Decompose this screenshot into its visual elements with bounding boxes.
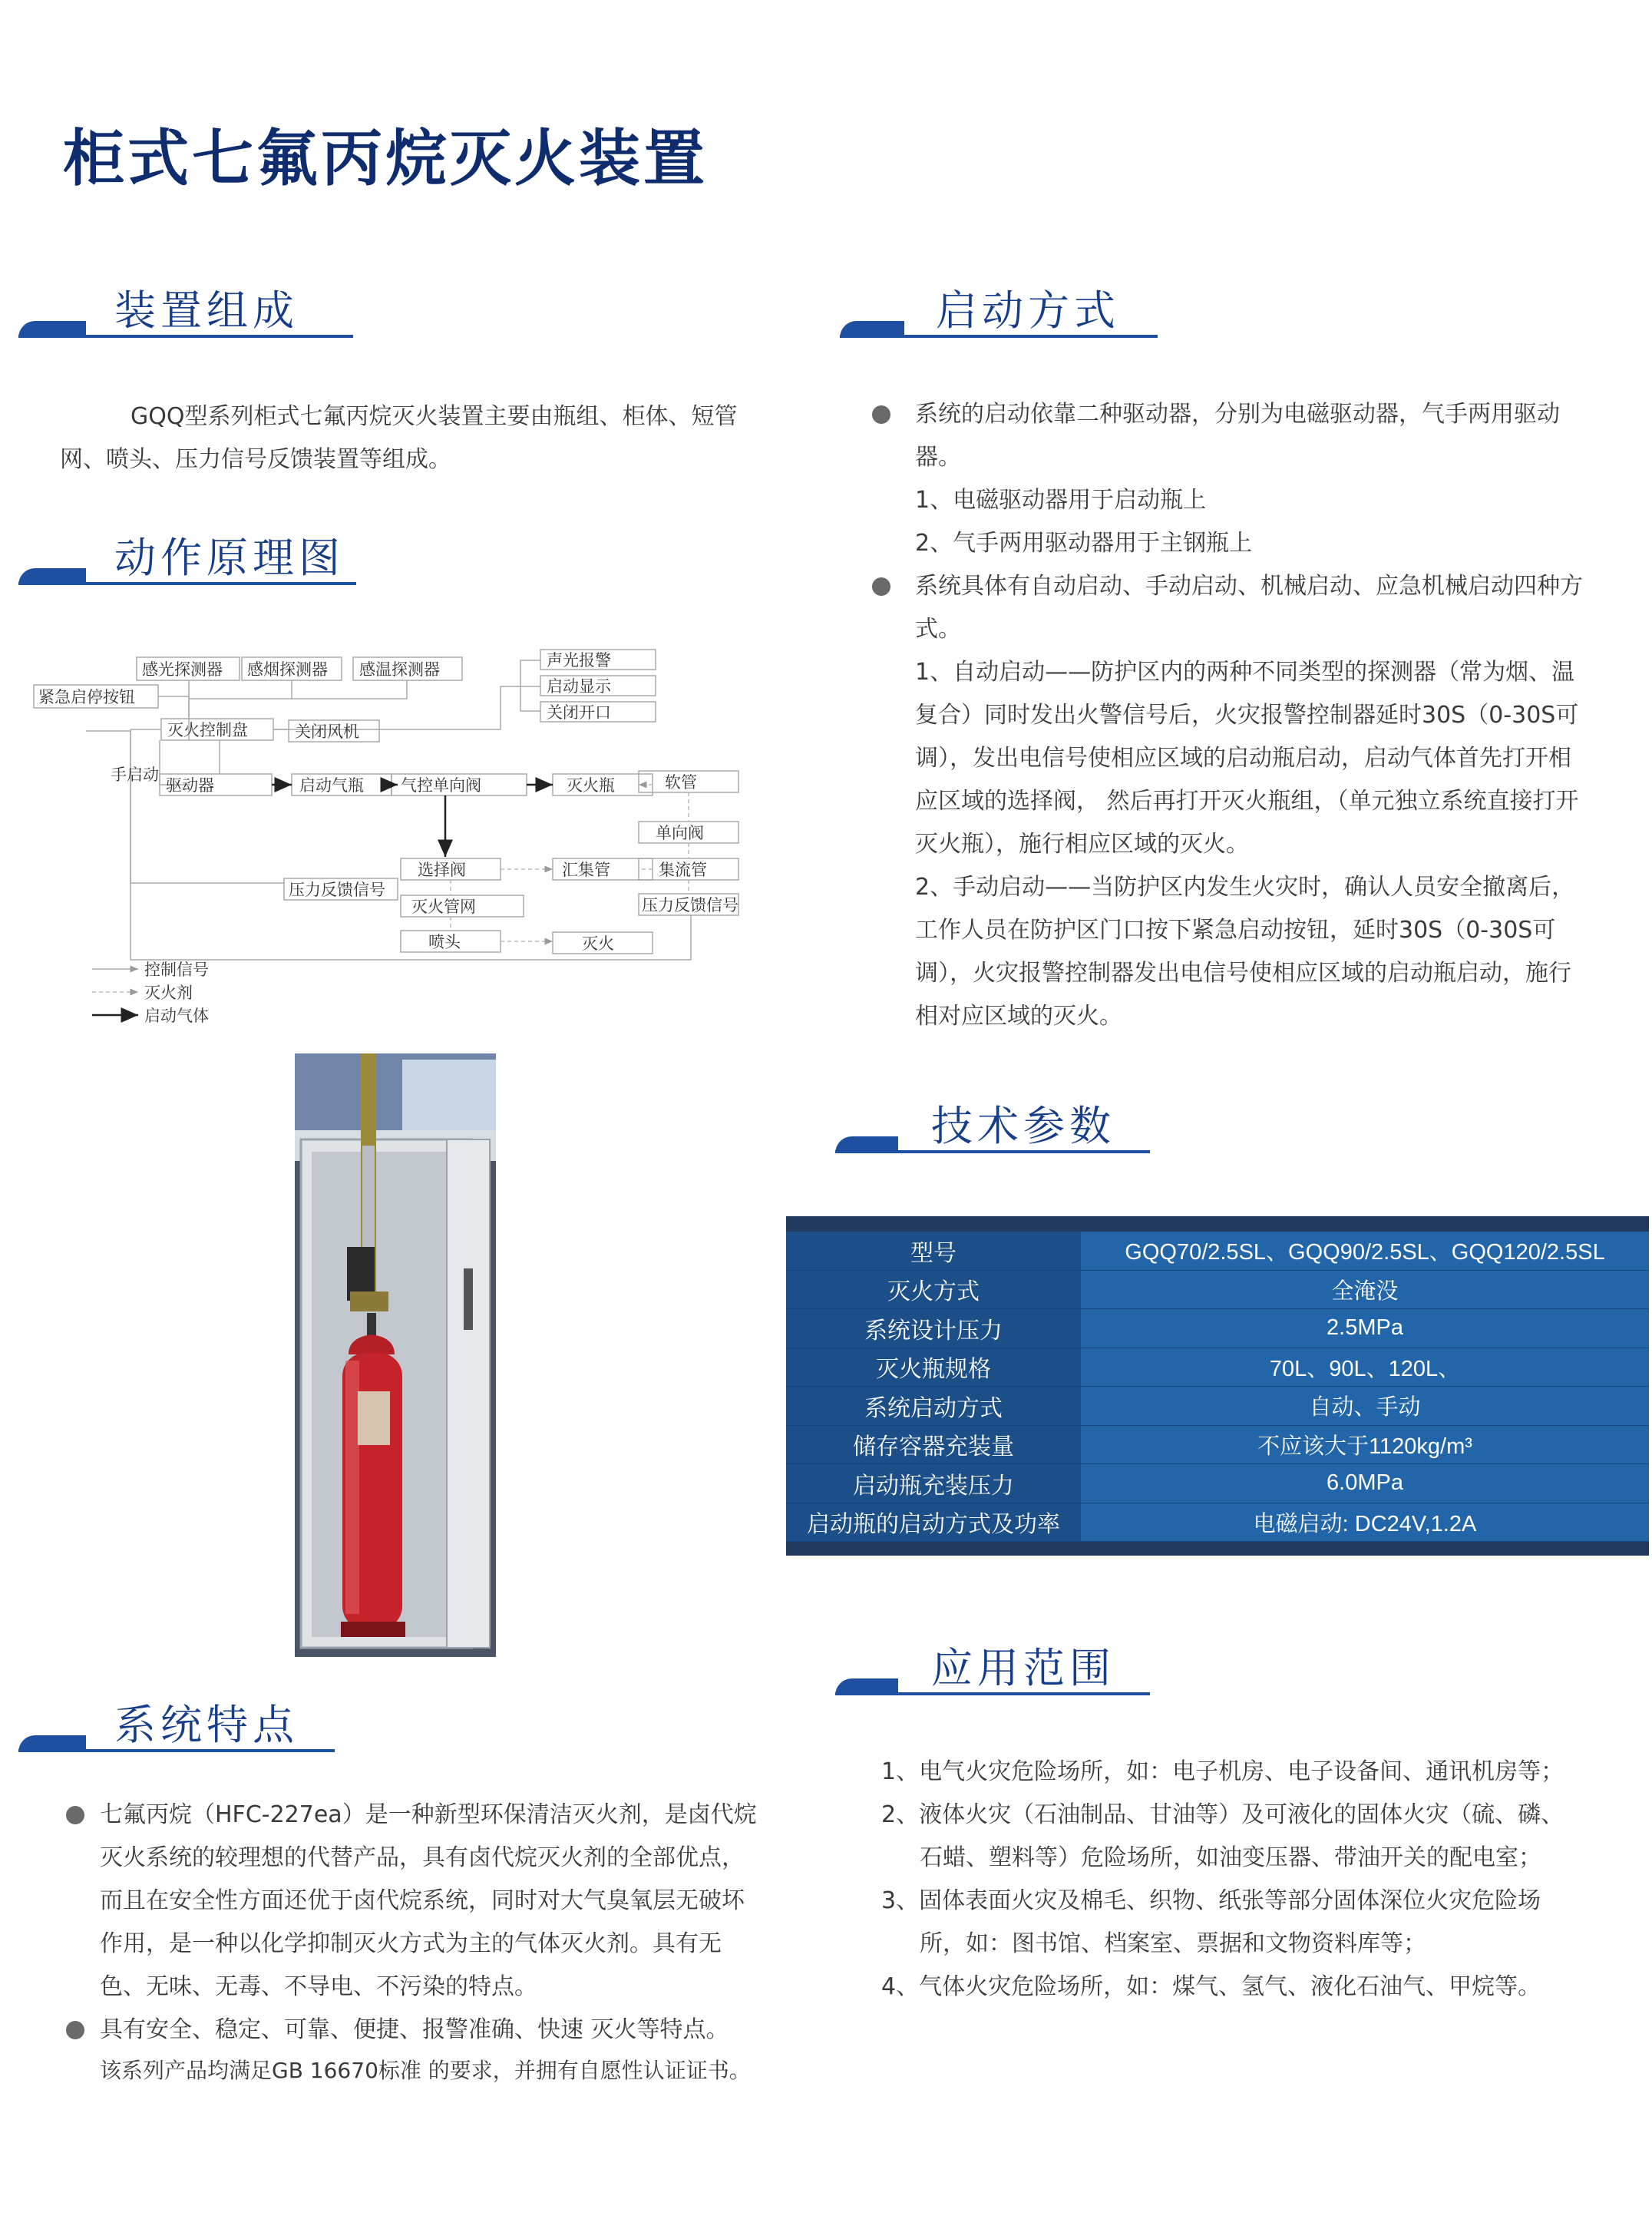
diagram-label: 关闭开口 — [547, 703, 611, 722]
table-row: 启动瓶的启动方式及功率 电磁启动: DC24V,1.2A — [786, 1503, 1649, 1543]
legend-label: 控制信号 — [144, 961, 209, 979]
diagram-label: 感烟探测器 — [247, 660, 328, 679]
product-photo — [295, 1053, 496, 1657]
section-heading-startup: 启动方式 — [840, 275, 1158, 344]
diagram-label: 选择阀 — [418, 861, 466, 879]
diagram-label: 感温探测器 — [359, 660, 440, 679]
diagram-label: 气控单向阀 — [401, 776, 481, 795]
diagram-label: 启动气瓶 — [299, 776, 364, 795]
diagram-label: 集流管 — [659, 861, 707, 879]
startup-text: 系统的启动依靠二种驱动器，分别为电磁驱动器，气手两用驱动器。 1、电磁驱动器用于启动瓶上 2、气手两用驱动器用于主钢瓶上 系统具体有自动启动、手动启动、机械启动、应急机械启动四种方式。 1、自动启动——防护区内的两种不同类型的探测器（常为烟、温复合）同时发出火警信号后，火灾报警控制器延时30S（0-30S可调），发出电信号使相应区域的启动瓶启动，启动气体首先打开相应区域的选择阀， 然后再打开灭火瓶组，（单元独立系统直接打开灭火瓶），施行相应区域的灭火。 2、手动启动——当防护区内发生火灾时，确认人员安全撤离后，工作人员在防护区门口按下紧急启动按钮，延时30S（0-30S可调），火灾报警控制器发出电信号使相应区域的启动瓶启动，施行相对应区域的灭火。 — [866, 393, 1588, 1038]
features-note: 该系列产品均满足GB 16670标准 的要求，并拥有自愿性认证证书。 — [100, 2058, 751, 2083]
cabinet-illustration — [295, 1053, 496, 1657]
diagram-label: 灭火控制盘 — [167, 721, 248, 739]
list-item: 4、气体火灾危险场所，如：煤气、氢气、液化石油气、甲烷等。 — [881, 1973, 1541, 2000]
section-heading-tech: 技术参数 — [835, 1090, 1150, 1159]
diagram-label: 驱动器 — [166, 776, 214, 795]
diagram-label: 关闭风机 — [295, 723, 359, 741]
tech-params-table — [786, 1216, 1649, 1556]
bullet-dot-icon — [66, 2021, 84, 2039]
diagram-label: 软管 — [665, 773, 697, 792]
section-heading-features: 系统特点 — [18, 1689, 335, 1758]
table-row: 型号 GQQ70/2.5SL、GQQ90/2.5SL、GQQ120/2.5SL — [786, 1232, 1649, 1271]
table-row: 系统启动方式 自动、手动 — [786, 1387, 1649, 1426]
diagram-label: 单向阀 — [656, 824, 704, 842]
principle-diagram — [31, 645, 752, 1060]
page-title: 柜式七氟丙烷灭火装置 — [63, 123, 708, 194]
composition-text: GQQ型系列柜式七氟丙烷灭火装置主要由瓶组、柜体、短管网、喷头、压力信号反馈装置等组成。 — [60, 403, 738, 473]
diagram-label: 感光探测器 — [142, 660, 223, 679]
diagram-label: 紧急启停按钮 — [38, 688, 135, 706]
diagram-label: 汇集管 — [562, 861, 610, 879]
application-text — [881, 1751, 1649, 2009]
principle-diagram-svg — [31, 645, 752, 1060]
list-item: 3、固体表面火灾及棉毛、织物、纸张等部分固体深位火灾危险场 — [881, 1887, 1541, 1914]
list-item: 2、液体火灾（石油制品、甘油等）及可液化的固体火灾（硫、磷、 — [881, 1801, 1564, 1828]
diagram-label: 灭火 — [582, 934, 614, 953]
features-bullet: 七氟丙烷（HFC-227ea）是一种新型环保清洁灭火剂，是卤代烷灭火系统的较理想的代替产品，具有卤代烷灭火剂的全部优点，而且在安全性方面还优于卤代烷系统，同时对大气臭氧层无破坏作用，是一种以化学抑制灭火方式为主的气体灭火剂。具有无色、无味、无毒、不导电、不污染的特点。 — [60, 1794, 766, 2009]
table-row: 储存容器充装量 不应该大于1120kg/m³ — [786, 1426, 1649, 1465]
table-row: 灭火瓶规格 70L、90L、120L、 — [786, 1348, 1649, 1387]
bullet-dot-icon — [872, 577, 890, 596]
section-heading-application: 应用范围 — [835, 1632, 1150, 1702]
diagram-label: 压力反馈信号 — [289, 881, 385, 899]
table-row: 灭火方式 全淹没 — [786, 1271, 1649, 1310]
table-row: 系统设计压力 2.5MPa — [786, 1309, 1649, 1348]
diagram-label: 手启动 — [111, 766, 159, 784]
diagram-label: 声光报警 — [547, 651, 611, 670]
legend-label: 启动气体 — [144, 1007, 209, 1025]
bullet-dot-icon — [66, 1806, 84, 1824]
diagram-label: 灭火管网 — [411, 898, 476, 916]
list-item: 所，如：图书馆、档案室、票据和文物资料库等； — [920, 1930, 1426, 1957]
list-item: 1、电气火灾危险场所，如：电子机房、电子设备间、通讯机房等； — [881, 1758, 1564, 1785]
features-bullet: 具有安全、稳定、可靠、便捷、报警准确、快速 灭火等特点。 — [60, 2009, 766, 2052]
diagram-label: 灭火瓶 — [567, 776, 615, 795]
list-item: 石蜡、塑料等）危险场所，如油变压器、带油开关的配电室； — [920, 1844, 1541, 1871]
section-heading-composition: 装置组成 — [18, 275, 353, 344]
startup-bullet: 系统具体有自动启动、手动启动、机械启动、应急机械启动四种方式。 — [866, 565, 1588, 651]
diagram-label: 喷头 — [428, 933, 461, 951]
section-heading-principle: 动作原理图 — [18, 522, 356, 591]
bullet-dot-icon — [872, 405, 890, 424]
diagram-label: 启动显示 — [547, 677, 611, 696]
table-row: 启动瓶充装压力 6.0MPa — [786, 1464, 1649, 1503]
diagram-label: 压力反馈信号 — [642, 896, 738, 914]
features-text — [60, 1794, 766, 2090]
legend-label: 灭火剂 — [144, 984, 193, 1002]
startup-bullet: 系统的启动依靠二种驱动器，分别为电磁驱动器，气手两用驱动器。 — [866, 393, 1588, 479]
